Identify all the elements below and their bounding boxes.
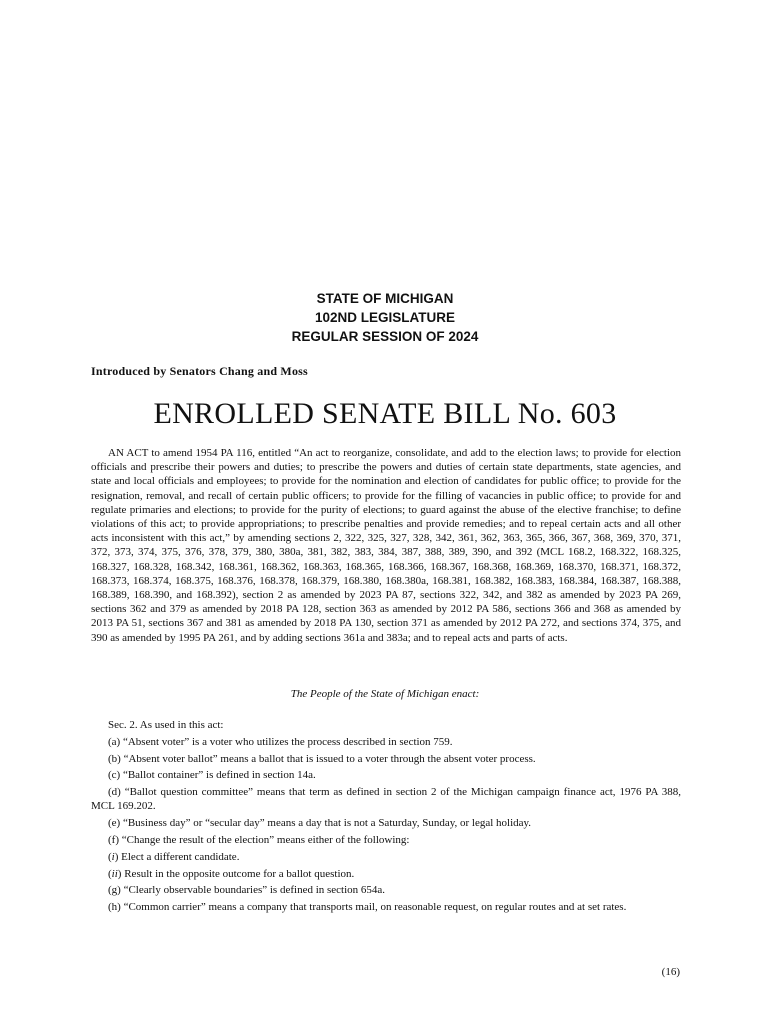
numeral-item: (ii) Result in the opposite outcome for a ballot question. [108, 867, 355, 880]
section-paragraph: (f) “Change the result of the election” means either of the following: [108, 833, 410, 846]
numeral: i [111, 850, 115, 863]
legislature-heading: 102ND LEGISLATURE [314, 310, 456, 325]
session-heading: REGULAR SESSION OF 2024 [291, 329, 479, 344]
section-paragraph: (b) “Absent voter ballot” means a ballot that is issued to a voter through the absent voter process. [108, 752, 536, 765]
section-paragraph: (c) “Ballot container” is defined in section 14a. [108, 769, 316, 782]
section-paragraph: (d) “Ballot question committee” means that term as defined in section 2 of the Michigan campaign finance act, 1976 PA 388, MCL 169.202. [91, 786, 681, 813]
numeral-item: (i) Elect a different candidate. [108, 850, 240, 863]
section-paragraph: Sec. 2. As used in this act: [108, 719, 224, 731]
numeral: ii [111, 867, 118, 880]
enacting-clause: The People of the State of Michigan enact: [290, 688, 480, 700]
section-paragraph: (a) “Absent voter” is a voter who utilizes the process described in section 759. [108, 735, 453, 748]
act-paragraph: AN ACT to amend 1954 PA 116, entitled “An act to reorganize, consolidate, and add to the election laws; to provide for election officials and prescribe their powers and duties; to prescribe the powers and duties of certain state departments, state agencies, and state and local officials and employees; to provide for the nomination and election of candidates for public office; to provide for the resignation, removal, and recall of certain public officers; to provide for the filling of vacancies in public office; to provide for and regulate primaries and elections; to provide for the purity of elections; to guard against the abuse of the elective franchise; to define violations of this act; to provide appropriations; to prescribe penalties and provide remedies; and to repeal certain acts and all other acts inconsistent with this act,” by amending sections 2, 322, 325, 327, 328, 342, 361, 362, 363, 365, 366, 367, 368, 369, 370, 371, 372, 373, 374, 375, 376, 378, 379, 380, 380a, 381, 382, 383, 384, 387, 388, 389, 390, and 392 (MCL 168.2, 168.322, 168.325, 168.327, 168.328, 168.342, 168.361, 168.362, 168.363, 168.365, 168.366, 168.367, 168.368, 168.369, 168.370, 168.371, 168.372, 168.373, 168.374, 168.375, 168.376, 168.378, 168.379, 168.380, 168.380a, 168.381, 168.382, 168.383, 168.384, 168.387, 168.388, 168.389, 168.390, and 168.392), section 2 as amended by 2023 PA 87, sections 322, 342, and 382 as amended by 2023 PA 269, sections 362 and 379 as amended by 2018 PA 128, section 363 as amended by 2012 PA 586, sections 366 and 368 as amended by 2013 PA 51, sections 367 and 381 as amended by 2018 PA 130, section 371 as amended by 2012 PA 272, and sections 374, 375, and 390 as amended by 1995 PA 261, and by adding sections 361a and 383a; and to repeal acts and parts of acts. [91, 447, 681, 644]
document-header [0, 289, 770, 346]
numeral-item-text: Result in the opposite outcome for a ballot question. [121, 867, 355, 880]
page-number: (16) [661, 966, 680, 978]
numeral-item-text: Elect a different candidate. [118, 850, 240, 863]
state-heading: STATE OF MICHIGAN [316, 291, 454, 306]
section-paragraph: (h) “Common carrier” means a company that transports mail, on reasonable request, on regular routes and at set rates. [108, 901, 627, 914]
section-body [91, 718, 681, 917]
section-paragraph: (g) “Clearly observable boundaries” is defined in section 654a. [108, 884, 386, 897]
introduced-by: Introduced by Senators Chang and Moss [91, 364, 308, 378]
section-paragraph: (e) “Business day” or “secular day” means a day that is not a Saturday, Sunday, or legal holiday. [108, 817, 532, 830]
bill-title: ENROLLED SENATE BILL No. 603 [153, 397, 617, 430]
